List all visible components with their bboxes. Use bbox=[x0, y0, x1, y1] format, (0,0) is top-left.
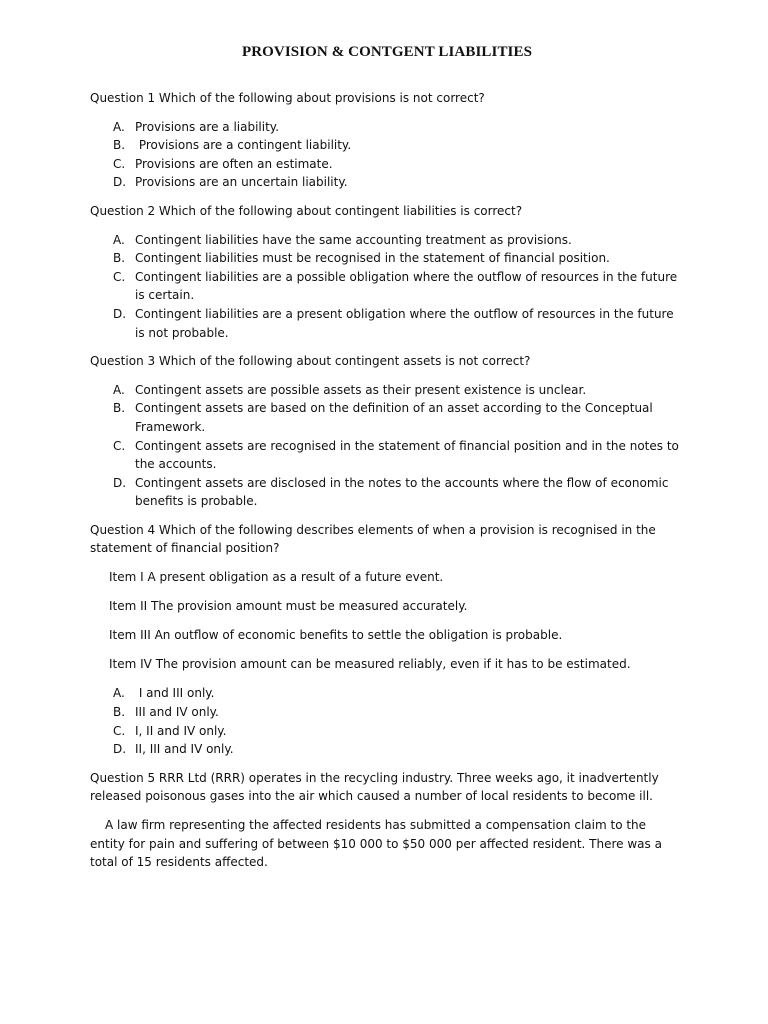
option bbox=[90, 381, 684, 400]
option bbox=[90, 268, 684, 305]
option-letter: C. bbox=[113, 156, 126, 171]
question-4-options bbox=[90, 684, 684, 758]
option-text: Contingent liabilities are a present obligation where the outflow of resources in the future is not probable. bbox=[135, 306, 674, 340]
question-4-item: Item II The provision amount must be measured accurately. bbox=[109, 599, 468, 614]
option-text: Contingent liabilities have the same accounting treatment as provisions. bbox=[135, 232, 572, 247]
option-text: III and IV only. bbox=[135, 705, 219, 720]
option-text: Provisions are often an estimate. bbox=[135, 156, 333, 171]
option bbox=[90, 118, 684, 137]
option-text: Contingent assets are recognised in the statement of financial position and in the notes to the accounts. bbox=[135, 438, 679, 472]
option bbox=[90, 136, 684, 155]
question-3-options bbox=[90, 381, 684, 511]
option-text: Provisions are an uncertain liability. bbox=[135, 175, 348, 190]
question-4-item: Item III An outflow of economic benefits to settle the obligation is probable. bbox=[109, 628, 563, 643]
option-letter: B. bbox=[113, 138, 126, 153]
option-letter: A. bbox=[113, 686, 125, 701]
option-text: II, III and IV only. bbox=[135, 742, 234, 757]
option-text: Contingent liabilities are a possible obligation where the outflow of resources in the future is certain. bbox=[135, 269, 678, 303]
option bbox=[90, 437, 684, 474]
option-letter: B. bbox=[113, 705, 126, 720]
option-letter: A. bbox=[113, 382, 125, 397]
option bbox=[90, 249, 684, 268]
option-letter: D. bbox=[113, 175, 127, 190]
option-letter: D. bbox=[113, 742, 127, 757]
option bbox=[90, 173, 684, 192]
question-3: Question 3 Which of the following about contingent assets is not correct? bbox=[90, 354, 531, 369]
option-text: Contingent assets are possible assets as their present existence is unclear. bbox=[135, 382, 587, 397]
option bbox=[90, 155, 684, 174]
option bbox=[90, 703, 684, 722]
option-letter: B. bbox=[113, 401, 126, 416]
document-title: PROVISION & CONTGENT LIABILITIES bbox=[241, 44, 533, 60]
option-text: I and III only. bbox=[135, 686, 215, 701]
question-2: Question 2 Which of the following about contingent liabilities is correct? bbox=[90, 203, 523, 218]
option-text: I, II and IV only. bbox=[135, 723, 227, 738]
option-letter: C. bbox=[113, 438, 126, 453]
option bbox=[90, 474, 684, 511]
option-letter: A. bbox=[113, 119, 125, 134]
option-text: Contingent assets are disclosed in the notes to the accounts where the flow of economic benefits is probable. bbox=[135, 475, 669, 509]
question-4: Question 4 Which of the following describes elements of when a provision is recognised in the statement of financial position? bbox=[90, 522, 656, 556]
option bbox=[90, 231, 684, 250]
question-4-item: Item IV The provision amount can be measured reliably, even if it has to be estimated. bbox=[109, 657, 631, 672]
option bbox=[90, 684, 684, 703]
option-text: Contingent assets are based on the definition of an asset according to the Conceptual Framework. bbox=[135, 401, 653, 434]
question-5: Question 5 RRR Ltd (RRR) operates in the recycling industry. Three weeks ago, it inadvertently released poisonous gases into the air which caused a number of local residents to become ill. bbox=[90, 770, 659, 804]
option bbox=[90, 722, 684, 741]
option-letter: D. bbox=[113, 306, 127, 321]
option-letter: A. bbox=[113, 232, 125, 247]
option-letter: C. bbox=[113, 723, 126, 738]
option-letter: D. bbox=[113, 475, 127, 490]
option bbox=[90, 740, 684, 759]
question-5-paragraph: A law firm representing the affected residents has submitted a compensation claim to the entity for pain and suffering of between $10 000 to $50 000 per affected resident. There was a total of 15 residents affected. bbox=[90, 818, 662, 870]
option-text: Provisions are a liability. bbox=[135, 119, 280, 134]
option-letter: B. bbox=[113, 251, 126, 266]
question-1-options bbox=[90, 118, 684, 192]
option-letter: C. bbox=[113, 269, 126, 284]
option bbox=[90, 399, 684, 436]
option-text: Provisions are a contingent liability. bbox=[135, 138, 352, 153]
question-4-item: Item I A present obligation as a result of a future event. bbox=[109, 570, 444, 585]
option-text: Contingent liabilities must be recognised in the statement of financial position. bbox=[135, 251, 610, 266]
question-2-options bbox=[90, 231, 684, 343]
question-1: Question 1 Which of the following about provisions is not correct? bbox=[90, 91, 485, 105]
option bbox=[90, 305, 684, 342]
